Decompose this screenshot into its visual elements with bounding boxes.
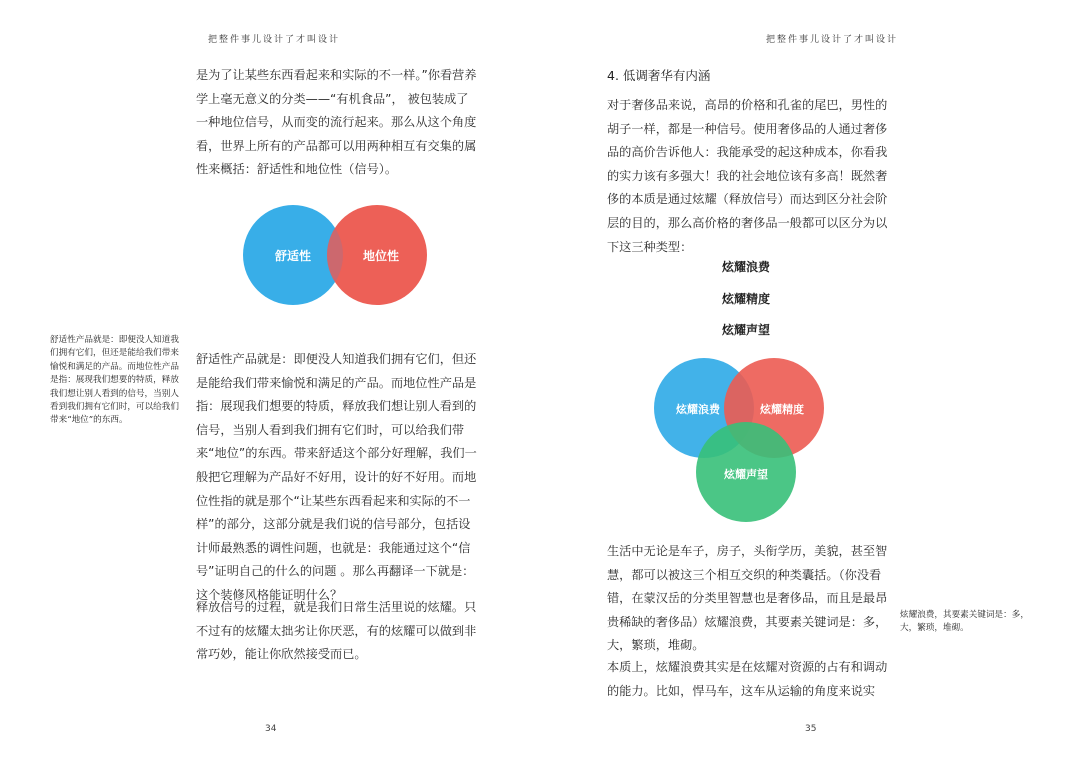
type-item-1: 炫耀浪费 bbox=[722, 260, 771, 274]
venn-diagram-two-circles bbox=[243, 203, 429, 307]
venn-diagram-three-circles bbox=[654, 358, 824, 522]
venn-label-status: 地位性 bbox=[362, 249, 400, 263]
margin-note: 舒适性产品就是：即便没人知道我们拥有它们，但还是能给我们带来愉悦和满足的产品。而地位性产品是指：展现我们想要的特质，释放我们想让别人看到的信号，当别人看到我们拥有它们时，可以给我们带来“地位”的东西。 bbox=[50, 335, 179, 426]
venn-label-waste: 炫耀浪费 bbox=[676, 403, 720, 416]
paragraph-3: 本质上，炫耀浪费其实是在炫耀对资源的占有和调动的能力。比如，悍马车，这车从运输的角度来说实 bbox=[607, 660, 888, 698]
running-header: 把整件事儿设计了才叫设计 bbox=[766, 35, 899, 45]
section-heading: 4. 低调奢华有内涵 bbox=[607, 68, 711, 83]
paragraph-1: 对于奢侈品来说，高昂的价格和孔雀的尾巴，男性的胡子一样，都是一种信号。使用奢侈品的人通过奢侈品的高价告诉他人：我能承受的起这种成本，你看我的实力该有多强大！我的社会地位该有多高！既然奢侈的本质是通过炫耀（释放信号）而达到区分社会阶层的目的，那么高价格的奢侈品一般都可以区分为以下这三种类型： bbox=[607, 98, 888, 254]
running-header: 把整件事儿设计了才叫设计 bbox=[208, 35, 341, 45]
paragraph-2: 舒适性产品就是：即便没人知道我们拥有它们，但还是能给我们带来愉悦和满足的产品。而地位性产品是指：展现我们想要的特质，释放我们想让别人看到的信号，当别人看到我们拥有它们时，可以给我们带来“地位”的东西。带来舒适这个部分好理解，我们一般把它理解为产品好不好用，设计的好不好用。而地位性指的就是那个“让某些东西看起来和实际的不一样”的部分，这部分就是我们说的信号部分，包括设计师最熟悉的调性问题，也就是：我能通过这个“信号”证明自己的什么的问题 。那么再翻译一下就是：这个装修风格能证明什么？ bbox=[196, 352, 477, 602]
type-item-2: 炫耀精度 bbox=[722, 292, 771, 306]
venn-label-precision: 炫耀精度 bbox=[760, 403, 804, 416]
venn-label-comfort: 舒适性 bbox=[274, 249, 312, 263]
paragraph-2: 生活中无论是车子，房子，头衔学历，美貌，甚至智慧，都可以被这三个相互交织的种类囊括。（你没看错，在蒙汉岳的分类里智慧也是奢侈品，而且是最昂贵稀缺的奢侈品）炫耀浪费，其要素关键词是：多，大，繁琐，堆砌。 bbox=[607, 544, 888, 653]
paragraph-1: 是为了让某些东西看起来和实际的不一样。”你看营养学上毫无意义的分类——“有机食品”， 被包装成了一种地位信号，从而变的流行起来。那么从这个角度看，世界上所有的产品都可以用两种相互有交集的属性来概括：舒适性和地位性（信号）。 bbox=[196, 68, 477, 177]
page-number: 35 bbox=[805, 724, 817, 734]
type-item-3: 炫耀声望 bbox=[722, 323, 771, 337]
page-number: 34 bbox=[265, 724, 277, 734]
right-page bbox=[540, 0, 1080, 776]
venn-label-prestige: 炫耀声望 bbox=[724, 468, 768, 481]
margin-note: 炫耀浪费，其要素关键词是：多，大，繁琐，堆砌。 bbox=[900, 610, 1029, 634]
paragraph-3: 释放信号的过程，就是我们日常生活里说的炫耀。只不过有的炫耀太拙劣让你厌恶，有的炫耀可以做到非常巧妙，能让你欣然接受而已。 bbox=[196, 600, 477, 662]
